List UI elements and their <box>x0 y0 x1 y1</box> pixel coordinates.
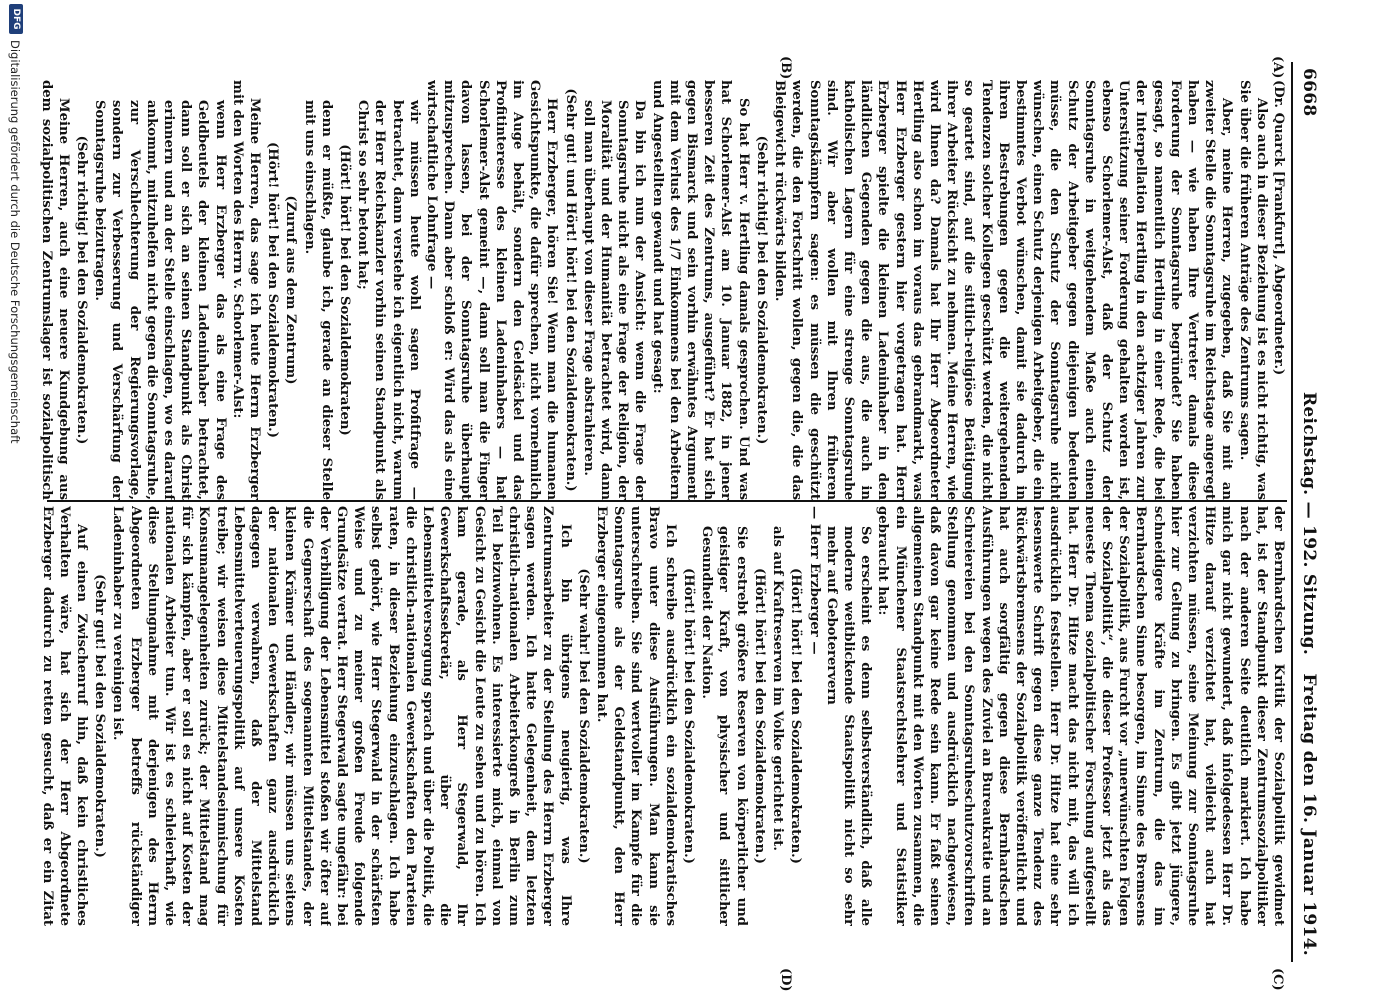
interjection: (Sehr richtig! bei den Sozialdemokraten.) <box>753 135 769 445</box>
dfg-logo-icon: DFG <box>9 4 23 34</box>
quotation: Da bin ich nun der Ansicht: wenn die Frage der Sonntagsruhe nicht als eine Frage der Religion, der Moralität und der Humanität betrachtet wird, dann soll man überhaupt von dieser Frage abstrahieren. <box>580 100 648 500</box>
interjection: (Hört! hört! bei den Sozialdemokraten) <box>337 144 353 436</box>
text-line: der Bernhardschen Kritik der Sozialpolitik gewidmet hat, ist der Standpunkt dieser Zentrumssozialpolitiker nach der anderen Seite deutlich markiert. Ich habe mich gar nicht gewundert, daß infolgedessen Herr Dr. Hitze darauf verzichtet hat, vielleicht auch hat verzichten müssen, seine Meinung zur Sonntagsruhe hier zur Geltung zu bringen. Es gibt jetzt jüngere, schneidigere Kräfte im Zentrum, die das im Bernhardschen Sinne besorgen, im Sinne des Bremsens der Sozialpolitik, aus Furcht vor „unerwünschten Folgen der Sozialpolitik“, die dieser Professor jetzt als das neueste Thema sozialpolitischer Forschung aufgestellt hat. Herr Dr. Hitze macht das nicht mit, das will ich ausdrücklich feststellen. Herr Dr. Hitze hat eine sehr lesenswerte Schrift gegen diese ganze Tendenz des Rückwärtsbremsens der Sozialpolitik veröffentlicht und hat auch sorgfältig gegen diese Bernhardschen Ausführungen wegen des Zuviel an Bureaukratie und an Schreiereien bei den Sonntagsruheschutzvorschriften Stellung genommen und ausdrücklich nachgewiesen, daß davon gar keine Rede sein kann. Er faßt seinen allgemeinen Standpunkt mit den Worten zusammen, die ein Münchener Staatsrechtslehrer und Statistiker gebraucht hat: <box>875 506 1286 926</box>
page-header <box>1291 62 1321 962</box>
interjection: (Sehr wahr! bei den Sozialdemokraten.) <box>575 568 591 864</box>
margin-mark-d: (D) <box>778 968 793 992</box>
paragraph: Meine Herren, das sage ich heute Herrn Erzberger mit den Worten des Herrn v. Schorlemer-Alst: <box>229 80 263 500</box>
text-line: (Dr. Quarck [Frankfurt], Abgeordneter.) <box>1271 80 1286 376</box>
quotation: Sie erstrebt größere Reserven von körperlicher und geistiger Kraft, von physischer und sittlicher Gesundheit der Nation. <box>699 526 749 926</box>
interjection: (Hört! hört! bei den Sozialdemokraten.) <box>681 568 697 864</box>
paragraph: Aber, meine Herren, zugegeben, daß Sie mit an zweiter Stelle die Sonntagsruhe im Reichstage angeregt haben — wie haben Ihre Vertreter damals diese Forderung der Sonntagsruhe begründet? Sie haben gesagt, so namentlich Hertling in einer Rede, die bei der Interpellation Hertling in den achtziger Jahren zur Unterstützung seiner Forderung gehalten worden ist, ebenso Schorlemer-Alst, daß der Schutz der Sonntagsruhe in weitgehendem Maße auch einen Schutz der Arbeitgeber gegen diejenigen bedeuten müsse, die den Schutz der Sonntagsruhe nicht wünschen, einen Schutz derjenigen Arbeitgeber, die ein bestimmtes Verbot wünschen, damit sie dadurch in ihren Bestrebungen gegen die weitergehenden Tendenzen solcher Kollegen geschützt werden, die nicht so geartet sind, auf die sittlich-religiöse Betätigung ihrer Arbeiter Rücksicht zu nehmen. Meine Herren, wie wird Ihnen da? Damals hat Ihr Herr Abgeordneter Hertling also schon im voraus das gebrandmarkt, was Herr Erzberger gestern hier vorgetragen hat. Herr Erzberger spielte die kleinen Ladeninhaber in den ländlichen Gegenden gegen die aus, die auch in katholischen Lagern für eine strenge Sonntagsruhe sind. Wir aber wollen mit Ihren früheren Sonntagskämpfern sagen: es müssen die geschützt werden, die den Fortschritt wollen, gegen die, die das Bleigewicht rückwärts bilden. <box>772 80 1235 500</box>
page-number: 6668 <box>1299 68 1319 117</box>
interjection: (Sehr gut! bei den Sozialdemokraten.) <box>92 574 108 858</box>
quotation: wenn Herr Erzberger das als eine Frage des Geldbeutels der kleinen Ladeninhaber betrachtet, dann soll er sich an seinen Standpunkt als Christ erinnern und an der Stelle einschlagen, wo es darauf ankommt, mitzuhelfen nicht gegen die Sonntagsruhe, zur Verschlechterung der Regierungsvorlage, sondern zur Verbesserung und Verschärfung der Sonntagsruhe beizutragen. <box>92 100 228 500</box>
page-footer <box>3 0 27 1000</box>
paragraph: Ich schreibe ausdrücklich ein sozialdemokratisches Bravo unter diese Ausführungen. Man kann sie unterschreiben. Sie sind wertvoller im Kampfe für die Sonntagsruhe als der Geldstandpunkt, den Herr Erzberger eingenommen hat. <box>594 506 678 926</box>
interjection: (Sehr richtig! bei den Sozialdemokraten.) <box>73 135 89 445</box>
session-title: Reichstag. — 192. Sitzung. <box>1299 392 1319 656</box>
paragraph: Meine Herren, auch eine neuere Kundgebung aus dem sozialpolitischen Zentrumslager ist sozialpolitisch <box>38 80 71 500</box>
funding-caption: Digitalisierung gefördert durch die Deutsche Forschungsgemeinschaft <box>8 40 22 444</box>
quotation: als auf Kraftreserven im Volke gerichtet ist. <box>770 526 786 851</box>
quotation: wir müssen heute wohl sagen Profitfrage — betrachtet, dann verstehe ich eigentlich nicht, warum der Herr Reichskanzler vorhin seinen Standpunkt als Christ so sehr betont hat; <box>355 100 422 500</box>
session-date: Freitag den 16. Januar 1914. <box>1299 673 1319 956</box>
paragraph: Auf einen Zwischenruf hin, daß kein christliches Verhalten wäre, hat sich der Herr Abgeordnete Erzberger dadurch zu retten gesucht, daß er ein Zitat <box>39 506 89 926</box>
paragraph: Ich bin übrigens neugierig, was Ihre Zentrumsarbeiter zu der Stellung des Herrn Erzberger sagen werden. Ich hatte Gelegenheit, dem letzten christlich-nationalen Arbeiterkongreß in Berlin zum Teil beizuwohnen. Es interessierte mich, einmal von Gesicht zu Gesicht die Leute zu sehen und zu hören. Ich kam gerade, als Herr Stegerwald, Ihr Gewerkschaftssekretär, über die Lebensmittelversorgung sprach und über die Politik, die die christlich-nationalen Gewerkschaften den Parteien raten, in dieser Beziehung einzuschlagen. Ich habe selbst gehört, wie Herr Stegerwald in der schärfsten Weise und zu meiner großen Freude folgende Grundsätze vertrat. Herr Stegerwald sagte ungefähr: bei der Verbilligung der Lebensmittel stoßen wir öfter auf die Gegnerschaft des sogenannten Mittelstandes, der kleinen Krämer und Händler; wir müssen uns seitens der nationalen Gewerkschaften ganz ausdrücklich dagegen verwahren, daß der Mittelstand Lebensmittelverteuerungspolitik auf unsere Kosten treibe; wir weisen diese Mittelstandseinmischung für Konsumangelegenheiten zurück; der Mittelstand mag für sich kämpfen, aber er soll es nicht auf Kosten der nationalen Arbeiter tun. Wir ist es schleierhaft, wie diese Stellungnahme mit derjenigen des Herrn Abgeordneten Erzberger betreffs rückständiger Ladeninhaber zu vereinigen ist. <box>110 506 573 926</box>
interjection: (Hört! hört! bei den Sozialdemokraten.) <box>265 142 281 438</box>
column-divider <box>47 500 1287 502</box>
paragraph: Also auch in dieser Beziehung ist es nicht richtig, was Sie über die früheren Anträge des Zentrums sagen. <box>1236 80 1269 500</box>
paragraph: So hat Herr v. Hertling damals gesprochen. Und was hat Schorlemer-Alst am 10. Januar 1882, in jener besseren Zeit des Zentrums, ausgeführt? Er hat sich gegen Bismarck und sein vorhin erwähntes Argument mit dem Verlust des 1/7 Einkommens bei den Arbeitern und Angestellten gewandt und hat gesagt: <box>649 80 751 500</box>
interjection: (Hört! hört! bei den Sozialdemokraten.) <box>788 568 804 864</box>
interjection: (Sehr gut! und Hört! hört! bei den Sozialdemokraten.) <box>562 88 578 492</box>
quotation: denn er müßte, glaube ich, gerade an dieser Stelle mit uns einschlagen. <box>301 100 334 500</box>
paragraph: Herr Erzberger, hören Sie! Wenn man die humanen Gesichtspunkte, die dafür sprechen, nicht vornehmlich im Auge behält, sondern den Geldsäckel und das Profitinteresse des kleinen Ladeninhabers — hat Schorlemer-Alst gemeint —, dann soll man die Finger davon lassen, bei der Sonntagsruhe überhaupt mitzusprechen. Dann aber schloß er: Wird das als eine wirtschaftliche Lohnfrage — <box>424 80 560 500</box>
interjection: (Zuruf aus dem Zentrum) <box>283 195 299 385</box>
margin-mark-b: (B) <box>778 56 793 80</box>
margin-mark-a: (A) <box>1270 56 1285 79</box>
left-text-column <box>37 80 1287 500</box>
right-text-column <box>37 506 1287 926</box>
margin-mark-c: (C) <box>1270 968 1285 991</box>
quotation: So erscheint es denn selbstverständlich, daß alle moderne weitblickende Staatspolitik nicht so sehr mehr auf Geboterervern <box>823 526 874 926</box>
text-line: — Herr Erzberger — <box>806 506 822 655</box>
interjection: (Hört! hört! bei den Sozialdemokraten.) <box>751 568 767 864</box>
